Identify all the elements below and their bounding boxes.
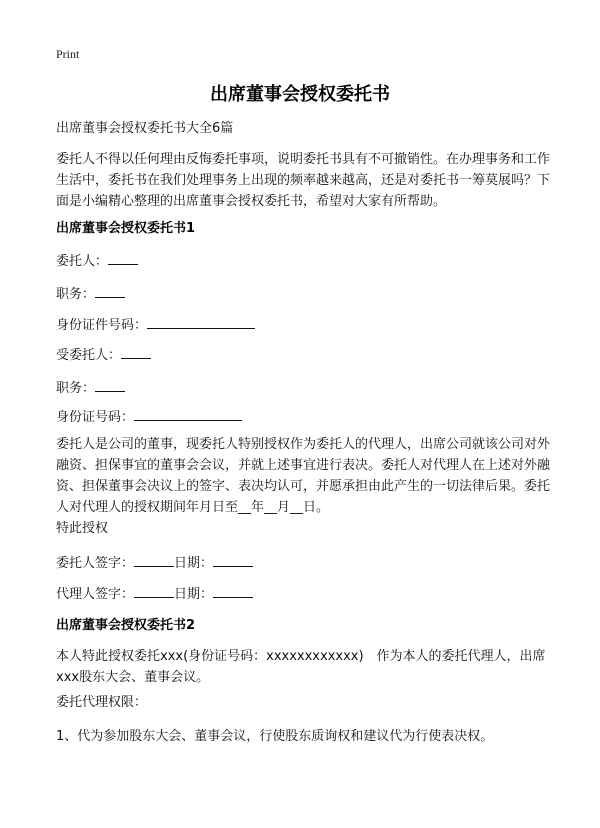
agent-sign-blank: [134, 583, 174, 598]
section-1-paragraph: 委托人是公司的董事，现委托人特别授权作为委托人的代理人，出席公司就该公司对外融资、担保事宜的董事会会议，并就上述事宜进行表决。委托人对代理人在上述对外融资、担保董事会决议上的签字、表决均认可，并愿承担由此产生的一切法律后果。委托人对代理人的授权期间年月日至__年__月__日。: [56, 437, 551, 515]
position-field-2: [56, 377, 125, 398]
scope-label: 委托代理权限：: [56, 695, 148, 710]
position-label-2: 职务：: [56, 381, 96, 396]
position-blank-2: [95, 377, 125, 392]
id-label-1: 身份证件号码：: [56, 318, 148, 333]
id-field-2: [56, 406, 242, 427]
agent-label: 受委托人：: [56, 348, 122, 363]
principal-signature-line: [56, 552, 253, 573]
section-1-heading: 出席董事会授权委托书1: [56, 221, 196, 236]
intro-paragraph: 委托人不得以任何理由反悔委托事项，说明委托书具有不可撤销性。在办理事务和工作生活中，委托书在我们处理事务上出现的频率越来越高，还是对委托书一筹莫展吗？下面是小编精心整理的出席董事会授权委托书，希望对大家有所帮助。: [56, 152, 551, 209]
agent-date-blank: [213, 583, 253, 598]
principal-date-blank: [213, 552, 253, 567]
id-blank-2: [134, 406, 242, 421]
principal-label: 委托人：: [56, 254, 109, 269]
agent-blank: [121, 344, 151, 359]
print-link[interactable]: Print: [56, 47, 80, 61]
position-blank-1: [95, 283, 125, 298]
principal-sign-blank: [134, 552, 174, 567]
document-title: 出席董事会授权委托书: [210, 84, 390, 105]
id-blank-1: [147, 314, 255, 329]
special-authorization: 特此授权: [56, 521, 109, 536]
agent-field: [56, 344, 151, 365]
document-subtitle: 出席董事会授权委托书大全6篇: [56, 121, 234, 136]
scope-item-1: 1、代为参加股东大会、董事会议，行使股东质询权和建议代为行使表决权。: [56, 729, 494, 744]
agent-sign-label: 代理人签字：: [56, 587, 135, 602]
section-2-heading: 出席董事会授权委托书2: [56, 618, 196, 633]
agent-signature-line: [56, 583, 253, 604]
principal-sign-label: 委托人签字：: [56, 556, 135, 571]
principal-date-label: 日期：: [174, 556, 214, 571]
agent-date-label: 日期：: [174, 587, 214, 602]
id-field-1: [56, 314, 255, 335]
id-label-2: 身份证号码：: [56, 410, 135, 425]
section-2-paragraph: 本人特此授权委托xxx(身份证号码：xxxxxxxxxxxx) 作为本人的委托代理人，出席xxx股东大会、董事会议。: [56, 649, 546, 685]
position-label-1: 职务：: [56, 287, 96, 302]
position-field-1: [56, 283, 125, 304]
principal-blank: [108, 250, 138, 265]
principal-field: [56, 250, 138, 271]
